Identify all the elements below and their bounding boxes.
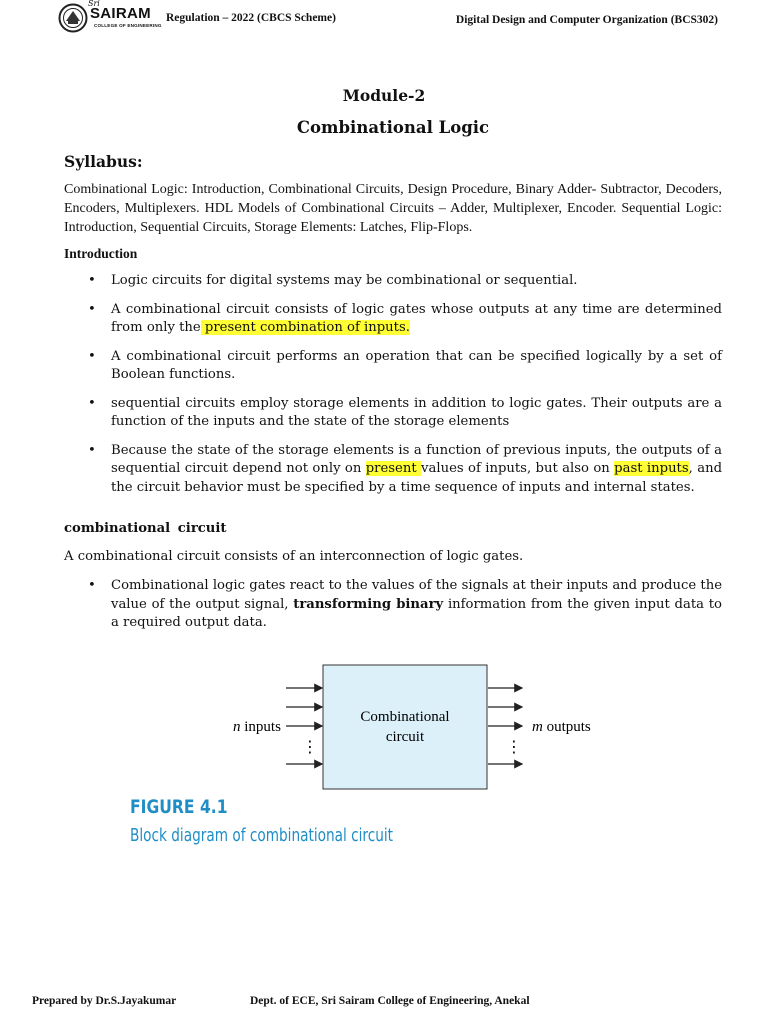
- course-title: Digital Design and Computer Organization (BCS302): [455, 14, 718, 26]
- page-title: Combinational Logic: [296, 118, 490, 137]
- bullet-text: Because the state of the storage elements is a function of previous inputs, the outputs of a sequential circuit depend not only on: [111, 442, 722, 476]
- highlighted-text: present combination of inputs.: [200, 320, 410, 335]
- bullet-text: A combinational circuit performs an operation that can be specified logically by a set of Boolean functions.: [111, 348, 722, 382]
- regulation-text: Regulation – 2022 (CBCS Scheme): [166, 12, 336, 24]
- combinational-list: [64, 577, 722, 643]
- bullet-text: sequential circuits employ storage elements in addition to logic gates. Their outputs are a function of the inputs and the state of the storage elements: [111, 395, 722, 429]
- inputs-label: [233, 719, 281, 735]
- bold-text: transforming binary: [293, 596, 444, 612]
- highlighted-text: present: [365, 461, 422, 476]
- block-diagram: [220, 660, 600, 790]
- list-item: [64, 395, 722, 432]
- logo-name-text: SAIRAM: [90, 5, 151, 22]
- bullet-text: information from the given input data to a required output data.: [111, 596, 722, 630]
- outputs-var: m: [532, 719, 543, 735]
- box-line2: circuit: [385, 729, 425, 745]
- output-dots: ⋮: [506, 737, 522, 756]
- bullet-text: , and the circuit behavior must be specified by a time sequence of inputs and internal states.: [111, 461, 723, 495]
- input-dots: ⋮: [302, 737, 318, 756]
- syllabus-heading: Syllabus:: [64, 152, 143, 171]
- figure-number: FIGURE 4.1: [130, 796, 228, 818]
- syllabus-text: Combinational Logic: Introduction, Combinational Circuits, Design Procedure, Binary Adder- Subtractor, Decoders, Encoders, Multiplexers. HDL Models of Combinational Circuits – Adder, Multiplexer, Encoder. Sequential Logic: Introduction, Sequential Circuits, Storage Elements: Latches, Flip-Flops.: [64, 182, 722, 235]
- bullet-icon: •: [88, 348, 96, 364]
- bullet-text: Logic circuits for digital systems may be combinational or sequential.: [111, 273, 578, 288]
- figure-caption: Block diagram of combinational circuit: [130, 826, 394, 846]
- logo-sri-text: Sri: [88, 0, 100, 8]
- list-item: [64, 577, 722, 633]
- inputs-var: n: [233, 719, 241, 735]
- introduction-list: [64, 272, 722, 507]
- bullet-text: values of inputs, but also on: [421, 461, 615, 476]
- emblem-icon: [58, 3, 88, 33]
- bullet-icon: •: [88, 395, 96, 411]
- page-header: [0, 0, 768, 40]
- combinational-text: A combinational circuit consists of an interconnection of logic gates.: [64, 549, 524, 564]
- circuit-box: [323, 665, 487, 789]
- bullet-icon: •: [88, 578, 96, 593]
- list-item: [64, 442, 722, 498]
- highlighted-text: past inputs: [614, 461, 689, 476]
- introduction-heading: Introduction: [64, 246, 138, 261]
- bullet-icon: •: [88, 442, 96, 458]
- list-item: [64, 272, 722, 291]
- bullet-icon: •: [88, 301, 96, 317]
- box-line1: Combinational: [360, 709, 450, 725]
- bullet-icon: •: [88, 273, 96, 288]
- college-logo: [58, 2, 162, 34]
- bullet-text: Combinational logic gates react to the values of the signals at their inputs and produce the value of the output signal,: [111, 578, 722, 612]
- module-heading: Module-2: [342, 86, 426, 105]
- outputs-label: [532, 719, 591, 735]
- footer-dept: Dept. of ECE, Sri Sairam College of Engineering, Anekal: [250, 995, 530, 1007]
- bullet-text: A combinational circuit consists of logic gates whose outputs at any time are determined from only the: [111, 301, 722, 335]
- list-item: [64, 301, 722, 338]
- list-item: [64, 348, 722, 385]
- inputs-word: inputs: [240, 719, 281, 735]
- combinational-heading: combinational circuit: [64, 521, 227, 536]
- logo-sub-text: COLLEGE OF ENGINEERING: [94, 23, 162, 28]
- footer-prepared: Prepared by Dr.S.Jayakumar: [32, 995, 177, 1007]
- outputs-word: outputs: [542, 719, 591, 735]
